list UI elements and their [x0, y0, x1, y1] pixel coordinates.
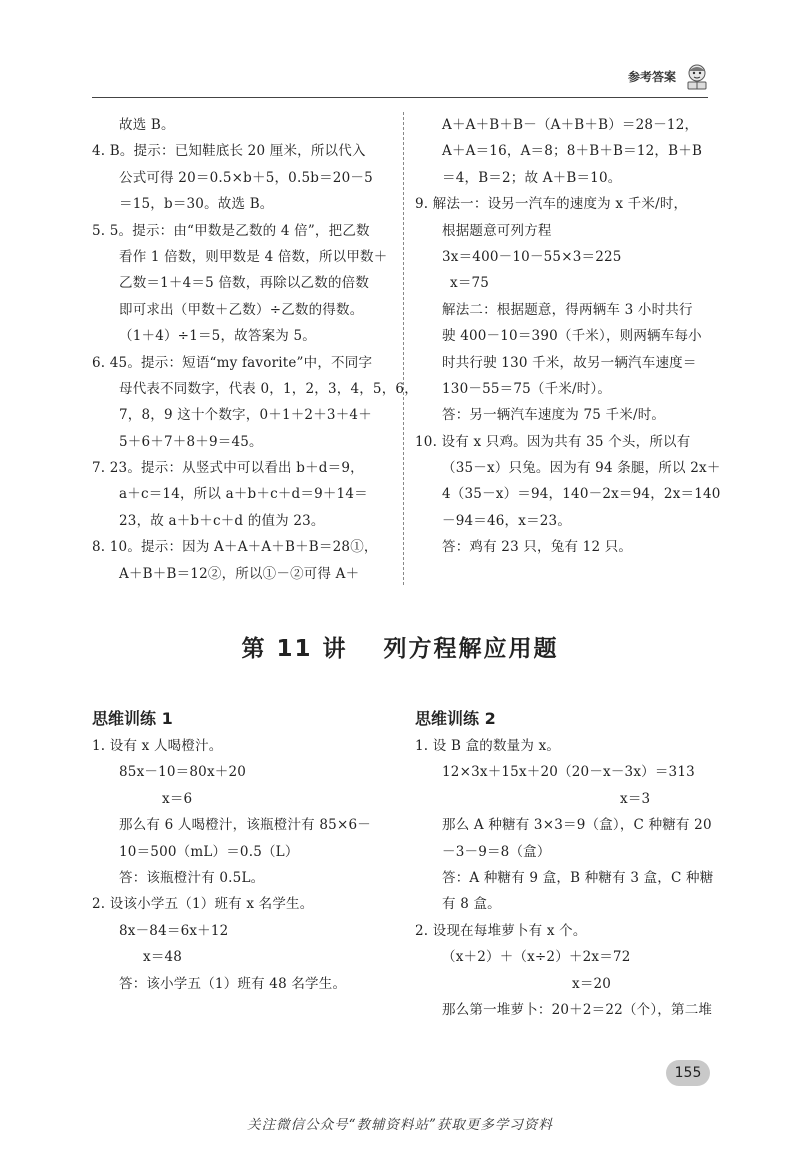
answer-line: 答：鸡有 23 只，兔有 12 只。 — [442, 539, 633, 556]
answer-line: 根据题意可列方程 — [442, 222, 552, 239]
solution-line: 1. 设有 x 人喝橙汁。 — [92, 738, 223, 754]
training-1-title: 思维训练 1 — [92, 709, 173, 728]
solution-line: x＝20 — [572, 975, 612, 992]
solution-line: 答：A 种糖有 9 盒，B 种糖有 3 盒，C 种糖 — [442, 869, 714, 886]
answer-line: A＋A＋B＋B－（A＋B＋B）＝28－12， — [442, 117, 699, 133]
answers-left-column — [92, 112, 418, 587]
solution-line: x＝6 — [162, 790, 193, 807]
answer-line: 5. 5。提示：由“甲数是乙数的 4 倍”，把乙数 — [92, 222, 370, 239]
answer-line: a＋c＝14，所以 a＋b＋c＋d＝9＋14＝ — [119, 486, 368, 503]
answer-line: 7，8，9 这十个数字，0＋1＋2＋3＋4＋ — [119, 407, 372, 424]
answer-line: 23，故 a＋b＋c＋d 的值为 23。 — [119, 512, 325, 529]
solution-line: 85x－10＝80x＋20 — [119, 764, 247, 781]
answer-line: 时共行驶 130 千米，故另一辆汽车速度＝ — [442, 354, 697, 371]
solution-line: 8x－84＝6x＋12 — [119, 922, 229, 939]
answer-line: （1＋4）÷1＝5，故答案为 5。 — [119, 328, 316, 345]
solution-line: （x＋2）＋（x÷2）＋2x＝72 — [442, 949, 631, 966]
answer-line: 5＋6＋7＋8＋9＝45。 — [119, 433, 263, 450]
page-number: 155 — [666, 1060, 710, 1086]
lecture-name: 列方程解应用题 — [383, 636, 559, 662]
answer-line: 6. 45。提示：短语“my favorite”中，不同字 — [92, 354, 373, 371]
student-mascot-icon — [682, 61, 712, 91]
answer-line: ＝15，b＝30。故选 B。 — [119, 196, 274, 213]
solution-line: 那么第一堆萝卜：20＋2＝22（个），第二堆 — [442, 1001, 713, 1018]
answer-line: 即可求出（甲数＋乙数）÷乙数的得数。 — [119, 301, 364, 318]
answer-line: 10. 设有 x 只鸡。因为共有 35 个头，所以有 — [415, 433, 691, 450]
solution-line: 那么有 6 人喝橙汁，该瓶橙汁有 85×6－ — [119, 817, 371, 834]
solution-line: 12×3x＋15x＋20（20－x－3x）＝313 — [442, 764, 695, 781]
footer-note: 关注微信公众号“教辅资料站”获取更多学习资料 — [247, 1117, 553, 1133]
solution-line: 那么 A 种糖有 3×3＝9（盒），C 种糖有 20 — [442, 817, 712, 834]
training-2-title: 思维训练 2 — [415, 709, 496, 728]
answer-line: 看作 1 倍数，则甲数是 4 倍数，所以甲数＋ — [119, 248, 388, 265]
answer-line: 答：另一辆汽车速度为 75 千米/时。 — [442, 407, 666, 424]
answer-line: 驶 400－10＝390（千米），则两辆车每小 — [442, 328, 702, 345]
lecture-number: 第 11 讲 — [241, 636, 348, 662]
answer-line: x＝75 — [450, 275, 490, 292]
solution-line: x＝48 — [143, 949, 183, 966]
answer-line: －94＝46，x＝23。 — [442, 512, 572, 529]
header-label: 参考答案 — [627, 69, 676, 84]
answer-line: A＋B＋B＝12②，所以①－②可得 A＋ — [119, 565, 360, 582]
solution-line: 答：该小学五（1）班有 48 名学生。 — [119, 975, 347, 992]
solution-line: 答：该瓶橙汁有 0.5L。 — [119, 869, 265, 886]
solution-line: 2. 设该小学五（1）班有 x 名学生。 — [92, 896, 314, 913]
answer-line: 9. 解法一：设另一汽车的速度为 x 千米/时， — [415, 196, 688, 213]
answer-line: 4. B。提示：已知鞋底长 20 厘米，所以代入 — [92, 143, 366, 160]
header-rule — [92, 97, 708, 98]
solution-line: 2. 设现在每堆萝卜有 x 个。 — [415, 922, 587, 939]
solution-line: x＝3 — [620, 790, 651, 807]
answer-line: 4（35－x）＝94，140－2x＝94，2x＝140 — [442, 486, 721, 503]
answer-line: 3x＝400－10－55×3＝225 — [442, 248, 622, 265]
solution-line: －3－9＝8（盒） — [442, 843, 551, 860]
training-2-section — [415, 705, 713, 1023]
training-1-section — [92, 705, 392, 997]
solution-line: 1. 设 B 盒的数量为 x。 — [415, 738, 561, 754]
answer-line: 解法二：根据题意，得两辆车 3 小时共行 — [442, 301, 693, 318]
solution-line: 有 8 盒。 — [442, 896, 501, 913]
answer-line: 7. 23。提示：从竖式中可以看出 b＋d＝9， — [92, 460, 364, 477]
answer-line: （35－x）只兔。因为有 94 条腿，所以 2x＋ — [442, 460, 721, 477]
answer-line: 母代表不同数字，代表 0，1，2，3，4，5，6， — [119, 380, 418, 397]
column-divider — [403, 112, 404, 585]
answer-line: 公式可得 20＝0.5×b＋5，0.5b＝20－5 — [119, 169, 373, 186]
page-header — [628, 58, 712, 94]
answer-line: 乙数＝1＋4＝5 倍数，再除以乙数的倍数 — [119, 275, 370, 292]
solution-line: 10＝500（mL）＝0.5（L） — [119, 843, 299, 860]
answer-line: ＝4，B＝2；故 A＋B＝10。 — [442, 169, 622, 186]
answer-line: 130－55＝75（千米/时）。 — [442, 380, 612, 397]
lecture-title — [0, 630, 800, 663]
answer-line: 故选 B。 — [119, 117, 175, 133]
answers-right-column — [415, 112, 721, 561]
answer-line: 8. 10。提示：因为 A＋A＋A＋B＋B＝28①， — [92, 539, 378, 556]
answer-line: A＋A＝16，A＝8；8＋B＋B＝12，B＋B — [442, 143, 703, 160]
